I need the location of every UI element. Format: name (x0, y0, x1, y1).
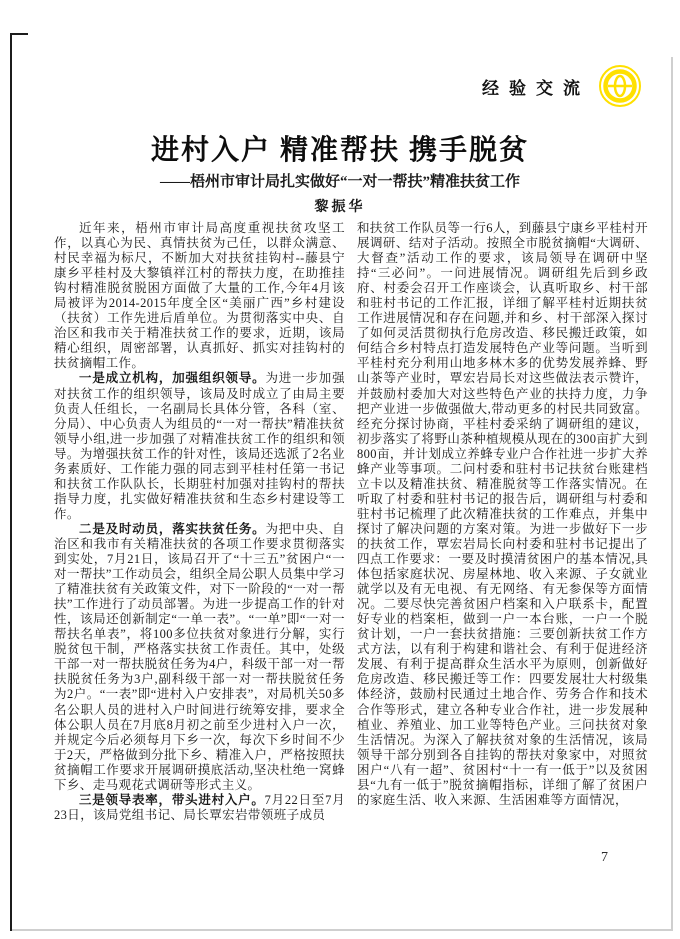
article-author: 黎振华 (314, 200, 366, 215)
paragraph-text: 7月22日至7月23日，该局党组书记、局长覃宏岩带领班子成员 (54, 792, 345, 822)
page-frame-top-tick (10, 33, 28, 35)
paragraph-text: 为进一步加强对扶贫工作的组织领导，该局及时成立了由局主要负责人任组长，一名副局长具体分管，各科（室、分局）、中心负责人为组员的“一对一帮扶”精准扶贫领导小组,进一步加强了对精准扶贫工作的组织和领导。为增强扶贫工作的针对性，该局还选派了2名业务素质好、工作能力强的同志到平桂村任第一书记和扶贫工作队队长，长期驻村加强对挂钩村的帮扶指导力度，扎实做好精准扶贫和生态乡村建设等工作。 (54, 371, 345, 521)
paragraph-point-2 (54, 522, 345, 793)
paragraph-text: 和扶贫工作队员等一行6人，到藤县宁康乡平桂村开展调研、结对子活动。按照全市脱贫摘帽“大调研、大督查”活动工作的要求，该局领导在调研中坚持“三必问”。一问进展情况。调研组先后到乡政府、村委会召开工作座谈会，认真听取乡、村干部和驻村书记的工作汇报，详细了解平桂村近期扶贫工作进展情况和存在问题,并和乡、村干部深入探讨了如何灵活贯彻执行危房改造、移民搬迁政策，如何结合乡村特点打造发展特色产业等问题。当听到平桂村充分利用山地多林木多的优势发展养蜂、野山茶等产业时，覃宏岩局长对这些做法表示赞许，并鼓励村委加大对这些特色产业的扶持力度，力争把产业进一步做强做大,带动更多的村民共同致富。经充分探讨协商，平桂村委采纳了调研组的建议，初步落实了将野山茶种植规模从现在的300亩扩大到800亩，并计划成立养蜂专业户合作社进一步扩大养蜂产业等事项。二问村委和驻村书记扶贫台账建档立卡以及精准扶贫、精准脱贫等工作落实情况。在听取了村委和驻村书记的报告后，调研组与村委和驻村书记梳理了此次精准扶贫的工作难点，并集中探讨了解决问题的方案对策。为进一步做好下一步的扶贫工作，覃宏岩局长向村委和驻村书记提出了四点工作要求：一要及时摸清贫困户的基本情况,具体包括家庭状况、房屋林地、收入来源、子女就业就学以及有无电视、有无网络、有无参保等方面情况。二要尽快完善贫困户档案和入户联系卡，配置好专业的档案柜，做到一户一本台账，一户一个脱贫计划，一户一套扶贫措施：三要创新扶贫工作方式方法，以有利于构建和谐社会、有利于促进经济发展、有利于提高群众生活水平为原则，创新做好危房改造、移民搬迁等工作：四要发展壮大村级集体经济，鼓励村民通过土地合作、劳务合作和技术合作等形式，建立各种专业合作社，进一步发展种植业、养殖业、加工业等特色产业。三问扶贫对象生活情况。为深入了解扶贫对象的生活情况，该局领导干部分别到各自挂钩的帮扶对象家中，对照贫困户“八有一超”、贫困村“十一有一低于”以及贫困县“九有一低于”脱贫摘帽指标，详细了解了贫困户的家庭生活、收入来源、生活困难等方面情况， (357, 221, 648, 807)
scan-edge-bottom (12, 929, 673, 931)
left-column (54, 221, 345, 823)
paragraph-lead: 三是领导表率，带头进村入户。 (79, 792, 265, 807)
paragraph-text: 近年来，梧州市审计局高度重视扶贫攻坚工作，以真心为民、真情扶贫为己任，以群众满意、村民幸福为标尺，不断加大对扶贫挂钩村--藤县宁康乡平桂村及大黎镇祥江村的帮扶力度，在助推挂钩村精准脱贫脱困方面做了大量的工作,今年4月该局被评为2014-2015年度全区“美丽广西”乡村建设（扶贫）工作先进后盾单位。为贯彻落实中央、自治区和我市关于精准扶贫工作的要求，近期，该局精心组织，周密部署，认真抓好、抓实对挂钩村的扶贫摘帽工作。 (54, 221, 345, 371)
article-subtitle: ——梧州市审计局扎实做好“一对一帮扶”精准扶贫工作 (159, 174, 520, 190)
paragraph-continuation (357, 221, 648, 808)
page-number: 7 (601, 850, 608, 865)
paragraph-lead: 一是成立机构，加强组织领导。 (79, 371, 266, 386)
paragraph-lead: 二是及时动员，落实扶贫任务。 (79, 521, 266, 536)
article-body (54, 221, 648, 823)
union-emblem-icon (598, 64, 642, 108)
article-title: 进村入户 精准帮扶 携手脱贫 (150, 135, 529, 166)
paragraph-intro (54, 221, 345, 371)
paragraph-text: 为把中央、自治区和我市有关精准扶贫的各项工作要求贯彻落实到实处，7月21日，该局召开了“十三五”贫困户“一对一帮扶”工作动员会，组织全局公职人员集中学习了精准扶贫有关政策文件，对下一阶段的“一对一帮扶”工作进行了动员部署。为进一步提高工作的针对性，该局还创新制定“一单一表”。“一单”即“一对一帮扶名单表”，将100多位扶贫对象进行分解，实行脱贫包干制，严格落实扶贫工作责任。其中，处级干部一对一帮扶脱贫任务为4户，科级干部一对一帮扶脱贫任务为3户,副科级干部一对一帮扶脱贫任务为2户。“一表”即“进村入户安排表”，对局机关50多名公职人员的进村入户时间进行统筹安排，要求全体公职人员在7月底8月初之前至少进村入户一次，并规定今后必须每月下乡一次，每次下乡时间不少于2天，严格做到分批下乡、精准入户，严格按照扶贫摘帽工作要求开展调研摸底活动,坚决杜绝一窝蜂下乡、走马观花式调研等形式主义。 (54, 521, 345, 792)
section-header (482, 64, 642, 108)
right-column (357, 221, 648, 823)
section-label: 经验交流 (482, 78, 590, 98)
paragraph-point-3 (54, 793, 345, 823)
paragraph-point-1 (54, 371, 345, 521)
